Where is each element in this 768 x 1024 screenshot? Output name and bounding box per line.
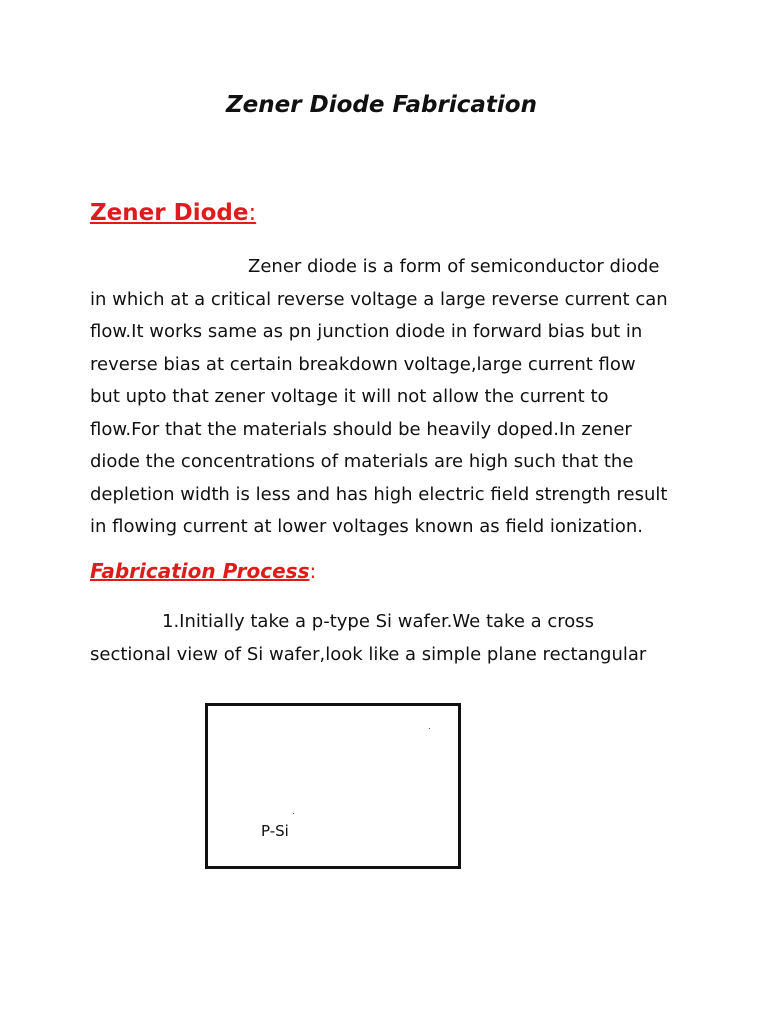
paragraph-line: reverse bias at certain breakdown voltage,large current flow — [90, 353, 636, 375]
paragraph-line: in which at a critical reverse voltage a large reverse current can — [90, 288, 668, 310]
scan-speck — [293, 813, 294, 814]
paragraph-line: depletion width is less and has high electric field strength result — [90, 483, 668, 505]
scan-speck — [429, 728, 430, 729]
paragraph-line: Zener diode is a form of semiconductor diode — [248, 256, 660, 277]
paragraph-line: sectional view of Si wafer,look like a simple plane rectangular — [90, 643, 647, 665]
section-heading-text: Fabrication Process — [90, 559, 310, 583]
section-heading-colon: : — [248, 200, 257, 226]
paragraph-line: but upto that zener voltage it will not allow the current to — [90, 386, 609, 407]
paragraph-line: diode the concentrations of materials are high such that the — [90, 451, 634, 472]
document-title: Zener Diode Fabrication — [226, 92, 537, 118]
section-heading-fabrication-process — [90, 559, 316, 583]
zener-diode-paragraph — [90, 251, 690, 544]
si-wafer-diagram — [205, 703, 461, 869]
section-heading-zener-diode — [90, 200, 256, 226]
section-heading-colon: : — [309, 559, 317, 583]
paragraph-line: flow.It works same as pn junction diode in forward bias but in — [90, 321, 643, 342]
section-heading-text: Zener Diode — [90, 200, 249, 226]
paragraph-line: flow.For that the materials should be heavily doped.In zener — [90, 418, 632, 440]
wafer-label: P-Si — [261, 822, 289, 840]
paragraph-line: in flowing current at lower voltages known as field ionization. — [90, 516, 643, 537]
paragraph-line: 1.Initially take a p-type Si wafer.We take a cross — [162, 611, 595, 632]
fabrication-step-paragraph — [90, 606, 690, 671]
